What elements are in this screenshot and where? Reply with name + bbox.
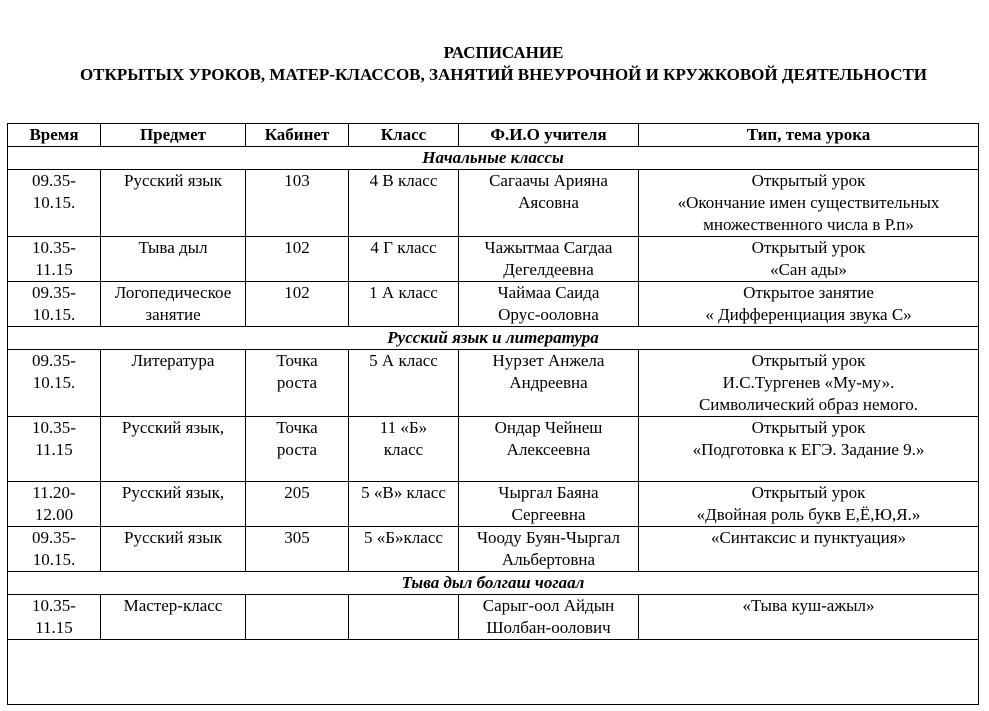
- cell-topic-line: Открытый урок: [751, 483, 866, 502]
- cell-class: [349, 417, 459, 482]
- cell-subject-line: Русский язык: [124, 171, 222, 190]
- table-row: [8, 527, 979, 572]
- cell-subject-line: Русский язык,: [121, 483, 225, 502]
- schedule-table: [7, 123, 979, 705]
- cell-topic-line: «Тыва куш-ажыл»: [742, 596, 875, 615]
- schedule-body: [8, 147, 979, 705]
- cell-teacher: [459, 417, 639, 482]
- cell-class-line: 11 «Б»: [379, 418, 428, 437]
- header-room: Кабинет: [246, 124, 349, 147]
- cell-room-line: 102: [284, 238, 310, 257]
- cell-time-line: 11.20-: [32, 483, 76, 502]
- table-row: [8, 595, 979, 640]
- cell-class: [349, 170, 459, 237]
- cell-teacher: [459, 282, 639, 327]
- cell-room-line: Точка: [276, 418, 318, 437]
- cell-room-line: 205: [284, 483, 310, 502]
- cell-time-line: 10.15.: [32, 550, 76, 569]
- cell-time-line: 09.35-: [32, 283, 76, 302]
- cell-subject-line: Русский язык: [124, 528, 222, 547]
- table-row: [8, 417, 979, 482]
- cell-topic-line: Открытый урок: [751, 351, 866, 370]
- cell-room: [246, 282, 349, 327]
- cell-room: [246, 527, 349, 572]
- cell-room: [246, 482, 349, 527]
- cell-class-line: 4 Г класс: [370, 238, 437, 257]
- cell-topic: [639, 527, 979, 572]
- cell-topic-line: И.С.Тургенев «Му-му».: [722, 373, 895, 392]
- cell-room: [246, 170, 349, 237]
- cell-class: [349, 595, 459, 640]
- cell-time-line: 10.15.: [32, 193, 76, 212]
- empty-row: [8, 640, 979, 705]
- cell-subject: [101, 170, 246, 237]
- cell-topic-line: «Окончание имен существительных: [677, 193, 940, 212]
- cell-time: [8, 282, 101, 327]
- cell-room-line: 103: [284, 171, 310, 190]
- cell-time: [8, 527, 101, 572]
- cell-room-line: роста: [276, 440, 318, 459]
- cell-topic-line: Открытый урок: [751, 171, 866, 190]
- cell-subject: [101, 595, 246, 640]
- cell-topic: [639, 170, 979, 237]
- section-row: [8, 572, 979, 595]
- section-title: Начальные классы: [8, 147, 979, 170]
- cell-time-line: 11.15: [35, 260, 73, 279]
- cell-class-line: 5 «Б»класс: [364, 528, 443, 547]
- cell-teacher-line: Чаймаа Саида: [497, 283, 600, 302]
- cell-teacher-line: Алексеевна: [506, 440, 591, 459]
- cell-subject: [101, 282, 246, 327]
- cell-time-line: 10.15.: [32, 305, 76, 324]
- table-row: [8, 170, 979, 237]
- cell-teacher-line: Андреевна: [509, 373, 588, 392]
- table-row: [8, 482, 979, 527]
- cell-teacher: [459, 482, 639, 527]
- cell-topic-line: Открытое занятие: [743, 283, 874, 302]
- cell-topic: [639, 237, 979, 282]
- cell-class-line: 5 «В» класс: [361, 483, 446, 502]
- cell-time: [8, 417, 101, 482]
- header-subject: Предмет: [101, 124, 246, 147]
- document-title: РАСПИСАНИЕ: [443, 43, 564, 62]
- cell-class-line: класс: [383, 440, 424, 459]
- cell-subject-line: Логопедическое: [114, 283, 232, 302]
- cell-subject-line: Литература: [131, 351, 215, 370]
- cell-room: [246, 595, 349, 640]
- cell-topic-line: «Двойная роль букв Е,Ё,Ю,Я.»: [696, 505, 921, 524]
- cell-subject-line: Мастер-класс: [123, 596, 223, 615]
- cell-room: [246, 350, 349, 417]
- cell-topic: [639, 350, 979, 417]
- table-row: [8, 350, 979, 417]
- cell-room-line: Точка: [276, 351, 318, 370]
- cell-time: [8, 170, 101, 237]
- cell-subject: [101, 237, 246, 282]
- cell-class-line: 4 В класс: [369, 171, 438, 190]
- header-class: Класс: [349, 124, 459, 147]
- cell-time: [8, 237, 101, 282]
- cell-class: [349, 350, 459, 417]
- empty-cell: [8, 640, 979, 705]
- document-subtitle: ОТКРЫТЫХ УРОКОВ, МАТЕР-КЛАССОВ, ЗАНЯТИЙ ВНЕУРОЧНОЙ И КРУЖКОВОЙ ДЕЯТЕЛЬНОСТИ: [79, 65, 928, 84]
- cell-subject-line: Русский язык,: [121, 418, 225, 437]
- cell-class-line: 5 А класс: [369, 351, 438, 370]
- cell-teacher-line: Нурзет Анжела: [492, 351, 605, 370]
- section-row: [8, 147, 979, 170]
- cell-teacher-line: Чооду Буян-Чыргал: [476, 528, 621, 547]
- table-row: [8, 282, 979, 327]
- cell-time-line: 10.15.: [32, 373, 76, 392]
- cell-topic-line: «Подготовка к ЕГЭ. Задание 9.»: [692, 440, 925, 459]
- cell-teacher: [459, 170, 639, 237]
- cell-time-line: 09.35-: [32, 171, 76, 190]
- cell-room: [246, 417, 349, 482]
- cell-class-line: 1 А класс: [369, 283, 438, 302]
- cell-room-line: 305: [284, 528, 310, 547]
- cell-topic-line: «Сан ады»: [770, 260, 847, 279]
- cell-teacher-line: Ондар Чейнеш: [494, 418, 603, 437]
- cell-teacher-line: Сагаачы Арияна: [489, 171, 608, 190]
- cell-topic: [639, 282, 979, 327]
- cell-topic-line: Открытый урок: [751, 238, 866, 257]
- cell-class: [349, 527, 459, 572]
- cell-time-line: 10.35-: [32, 596, 76, 615]
- section-title: Русский язык и литература: [8, 327, 979, 350]
- cell-teacher-line: Аясовна: [518, 193, 579, 212]
- cell-time: [8, 482, 101, 527]
- cell-topic: [639, 417, 979, 482]
- cell-topic: [639, 595, 979, 640]
- cell-teacher-line: Сарыг-оол Айдын: [482, 596, 615, 615]
- cell-topic: [639, 482, 979, 527]
- cell-time-line: 10.35-: [32, 418, 76, 437]
- cell-class: [349, 237, 459, 282]
- cell-room-line: 102: [284, 283, 310, 302]
- cell-topic-line: множественного числа в Р.п»: [703, 215, 914, 234]
- cell-time-line: 12.00: [34, 505, 74, 524]
- cell-teacher-line: Чажытмаа Сагдаа: [484, 238, 613, 257]
- cell-teacher: [459, 527, 639, 572]
- cell-time-line: 10.35-: [32, 238, 76, 257]
- cell-room: [246, 237, 349, 282]
- cell-class: [349, 282, 459, 327]
- cell-teacher-line: Шолбан-оолович: [486, 618, 611, 637]
- cell-time-line: 11.15: [35, 618, 73, 637]
- cell-time: [8, 350, 101, 417]
- cell-time-line: 09.35-: [32, 528, 76, 547]
- header-time: Время: [8, 124, 101, 147]
- cell-subject: [101, 350, 246, 417]
- header-teacher: Ф.И.О учителя: [459, 124, 639, 147]
- header-row: [8, 124, 979, 147]
- cell-subject-line: Тыва дыл: [138, 238, 208, 257]
- cell-time: [8, 595, 101, 640]
- cell-class: [349, 482, 459, 527]
- cell-teacher-line: Дегелдеевна: [503, 260, 594, 279]
- cell-teacher: [459, 237, 639, 282]
- cell-teacher-line: Чыргал Баяна: [498, 483, 599, 502]
- cell-time-line: 09.35-: [32, 351, 76, 370]
- cell-room-line: роста: [276, 373, 318, 392]
- cell-subject-line: занятие: [145, 305, 201, 324]
- cell-topic-line: «Синтаксис и пунктуация»: [710, 528, 907, 547]
- section-row: [8, 327, 979, 350]
- section-title: Тыва дыл болгаш чогаал: [8, 572, 979, 595]
- cell-teacher-line: Орус-ооловна: [498, 305, 599, 324]
- cell-subject: [101, 527, 246, 572]
- cell-subject: [101, 417, 246, 482]
- cell-topic-line: Открытый урок: [751, 418, 866, 437]
- cell-subject: [101, 482, 246, 527]
- cell-time-line: 11.15: [35, 440, 73, 459]
- cell-teacher-line: Сергеевна: [511, 505, 586, 524]
- cell-topic-line: « Дифференциация звука С»: [705, 305, 912, 324]
- cell-teacher: [459, 350, 639, 417]
- table-row: [8, 237, 979, 282]
- cell-topic-line: Символический образ немого.: [698, 395, 919, 414]
- cell-teacher-line: Альбертовна: [501, 550, 596, 569]
- header-topic: Тип, тема урока: [639, 124, 979, 147]
- cell-teacher: [459, 595, 639, 640]
